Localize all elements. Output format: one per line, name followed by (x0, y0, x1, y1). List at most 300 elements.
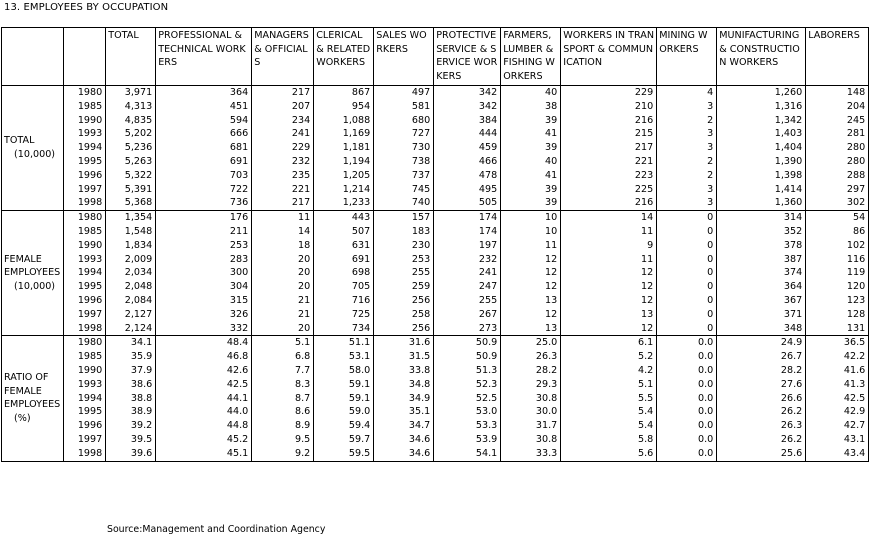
table-row (2, 419, 869, 433)
value-cell: 123 (806, 294, 869, 308)
value-cell: 241 (252, 127, 314, 141)
value-cell: 459 (434, 141, 501, 155)
page-title: 13. EMPLOYEES BY OCCUPATION (4, 2, 169, 13)
value-cell: 54 (806, 211, 869, 225)
value-cell: 21 (252, 308, 314, 322)
value-cell: 0 (657, 225, 717, 239)
value-cell: 581 (374, 100, 434, 114)
value-cell: 297 (806, 183, 869, 197)
value-cell: 59.5 (314, 447, 374, 461)
value-cell: 0 (657, 294, 717, 308)
table-row (2, 392, 869, 406)
column-header: PROFESSIONAL & TECHNICAL WORKERS (156, 28, 252, 86)
value-cell: 253 (156, 239, 252, 253)
value-cell: 229 (252, 141, 314, 155)
value-cell: 364 (717, 280, 806, 294)
value-cell: 691 (156, 155, 252, 169)
value-cell: 9 (561, 239, 657, 253)
value-cell: 3 (657, 196, 717, 210)
value-cell: 281 (806, 127, 869, 141)
value-cell: 1,181 (314, 141, 374, 155)
value-cell: 40 (501, 86, 561, 100)
year-cell: 1990 (64, 364, 106, 378)
year-cell: 1995 (64, 405, 106, 419)
value-cell: 11 (561, 225, 657, 239)
value-cell: 3 (657, 183, 717, 197)
value-cell: 30.8 (501, 433, 561, 447)
value-cell: 11 (561, 253, 657, 267)
value-cell: 119 (806, 266, 869, 280)
table-row (2, 294, 869, 308)
value-cell: 216 (561, 196, 657, 210)
value-cell: 4.2 (561, 364, 657, 378)
value-cell: 727 (374, 127, 434, 141)
value-cell: 221 (252, 183, 314, 197)
value-cell: 215 (561, 127, 657, 141)
value-cell: 5,368 (106, 196, 156, 210)
value-cell: 12 (561, 294, 657, 308)
source-note: Source:Management and Coordination Agency (107, 524, 326, 535)
value-cell: 232 (252, 155, 314, 169)
value-cell: 207 (252, 100, 314, 114)
value-cell: 5.5 (561, 392, 657, 406)
value-cell: 235 (252, 169, 314, 183)
value-cell: 59.0 (314, 405, 374, 419)
value-cell: 11 (501, 239, 561, 253)
value-cell: 734 (314, 322, 374, 336)
value-cell: 34.6 (374, 447, 434, 461)
value-cell: 1,390 (717, 155, 806, 169)
value-cell: 12 (501, 308, 561, 322)
table-row (2, 405, 869, 419)
value-cell: 28.2 (501, 364, 561, 378)
value-cell: 241 (434, 266, 501, 280)
group-label-line: RATIO OF (4, 372, 49, 384)
value-cell: 716 (314, 294, 374, 308)
value-cell: 216 (561, 114, 657, 128)
column-header: MANAGERS & OFFICIALS (252, 28, 314, 86)
table-row (2, 378, 869, 392)
column-header: WORKERS IN TRANSPORT & COMMUNICATION (561, 28, 657, 86)
group-label (2, 211, 64, 336)
value-cell: 42.6 (156, 364, 252, 378)
value-cell: 0.0 (657, 350, 717, 364)
value-cell: 53.9 (434, 433, 501, 447)
value-cell: 0 (657, 322, 717, 336)
value-cell: 20 (252, 253, 314, 267)
value-cell: 1,205 (314, 169, 374, 183)
table-row (2, 350, 869, 364)
value-cell: 13 (561, 308, 657, 322)
value-cell: 31.5 (374, 350, 434, 364)
value-cell: 41.3 (806, 378, 869, 392)
table-row (2, 447, 869, 461)
value-cell: 46.8 (156, 350, 252, 364)
table-row (2, 183, 869, 197)
value-cell: 2 (657, 155, 717, 169)
value-cell: 38 (501, 100, 561, 114)
value-cell: 59.1 (314, 392, 374, 406)
value-cell: 44.8 (156, 419, 252, 433)
table-row (2, 169, 869, 183)
value-cell: 28.2 (717, 364, 806, 378)
value-cell: 157 (374, 211, 434, 225)
table-row (2, 280, 869, 294)
value-cell: 273 (434, 322, 501, 336)
value-cell: 5.1 (561, 378, 657, 392)
value-cell: 36.5 (806, 336, 869, 350)
value-cell: 495 (434, 183, 501, 197)
value-cell: 9.2 (252, 447, 314, 461)
value-cell: 245 (806, 114, 869, 128)
value-cell: 59.4 (314, 419, 374, 433)
value-cell: 1,088 (314, 114, 374, 128)
value-cell: 34.7 (374, 419, 434, 433)
value-cell: 31.6 (374, 336, 434, 350)
value-cell: 507 (314, 225, 374, 239)
value-cell: 288 (806, 169, 869, 183)
value-cell: 14 (561, 211, 657, 225)
value-cell: 1,194 (314, 155, 374, 169)
value-cell: 6.8 (252, 350, 314, 364)
value-cell: 42.9 (806, 405, 869, 419)
value-cell: 478 (434, 169, 501, 183)
value-cell: 45.1 (156, 447, 252, 461)
table-row (2, 211, 869, 225)
value-cell: 0.0 (657, 378, 717, 392)
table-row (2, 114, 869, 128)
year-cell: 1997 (64, 183, 106, 197)
value-cell: 217 (561, 141, 657, 155)
value-cell: 120 (806, 280, 869, 294)
value-cell: 5.4 (561, 405, 657, 419)
year-cell: 1980 (64, 86, 106, 100)
value-cell: 10 (501, 211, 561, 225)
value-cell: 225 (561, 183, 657, 197)
value-cell: 2 (657, 114, 717, 128)
value-cell: 867 (314, 86, 374, 100)
year-cell: 1980 (64, 211, 106, 225)
header-group-cell (2, 28, 64, 86)
value-cell: 52.3 (434, 378, 501, 392)
value-cell: 44.0 (156, 405, 252, 419)
value-cell: 3 (657, 127, 717, 141)
value-cell: 722 (156, 183, 252, 197)
value-cell: 232 (434, 253, 501, 267)
year-cell: 1990 (64, 114, 106, 128)
value-cell: 37.9 (106, 364, 156, 378)
table-row (2, 100, 869, 114)
value-cell: 1,354 (106, 211, 156, 225)
value-cell: 740 (374, 196, 434, 210)
value-cell: 367 (717, 294, 806, 308)
value-cell: 128 (806, 308, 869, 322)
value-cell: 33.8 (374, 364, 434, 378)
column-header: TOTAL (106, 28, 156, 86)
value-cell: 0 (657, 280, 717, 294)
value-cell: 283 (156, 253, 252, 267)
value-cell: 35.1 (374, 405, 434, 419)
table-row (2, 266, 869, 280)
value-cell: 13 (501, 322, 561, 336)
value-cell: 39.5 (106, 433, 156, 447)
value-cell: 247 (434, 280, 501, 294)
value-cell: 12 (501, 280, 561, 294)
value-cell: 1,403 (717, 127, 806, 141)
year-cell: 1990 (64, 239, 106, 253)
value-cell: 12 (561, 266, 657, 280)
value-cell: 2,127 (106, 308, 156, 322)
year-cell: 1997 (64, 308, 106, 322)
value-cell: 304 (156, 280, 252, 294)
value-cell: 116 (806, 253, 869, 267)
group-label (2, 336, 64, 461)
group-label-line: (%) (14, 413, 31, 425)
value-cell: 39.6 (106, 447, 156, 461)
value-cell: 25.6 (717, 447, 806, 461)
value-cell: 332 (156, 322, 252, 336)
value-cell: 5,236 (106, 141, 156, 155)
table-row (2, 433, 869, 447)
value-cell: 39 (501, 183, 561, 197)
value-cell: 1,316 (717, 100, 806, 114)
year-cell: 1985 (64, 100, 106, 114)
value-cell: 102 (806, 239, 869, 253)
value-cell: 2,124 (106, 322, 156, 336)
value-cell: 374 (717, 266, 806, 280)
table-row (2, 155, 869, 169)
value-cell: 1,260 (717, 86, 806, 100)
column-header: LABORERS (806, 28, 869, 86)
value-cell: 53.1 (314, 350, 374, 364)
value-cell: 954 (314, 100, 374, 114)
value-cell: 51.1 (314, 336, 374, 350)
value-cell: 0 (657, 308, 717, 322)
value-cell: 725 (314, 308, 374, 322)
value-cell: 234 (252, 114, 314, 128)
value-cell: 52.5 (434, 392, 501, 406)
value-cell: 10 (501, 225, 561, 239)
value-cell: 703 (156, 169, 252, 183)
year-cell: 1993 (64, 127, 106, 141)
value-cell: 0.0 (657, 364, 717, 378)
value-cell: 12 (561, 280, 657, 294)
value-cell: 1,169 (314, 127, 374, 141)
value-cell: 34.1 (106, 336, 156, 350)
column-header: PROTECTIVE SERVICE & SERVICE WORKERS (434, 28, 501, 86)
value-cell: 302 (806, 196, 869, 210)
value-cell: 42.5 (156, 378, 252, 392)
value-cell: 26.3 (501, 350, 561, 364)
value-cell: 258 (374, 308, 434, 322)
group-label-line: (10,000) (14, 281, 56, 293)
value-cell: 0 (657, 266, 717, 280)
value-cell: 174 (434, 225, 501, 239)
year-cell: 1994 (64, 266, 106, 280)
group-label-line: (10,000) (14, 149, 56, 161)
value-cell: 41.6 (806, 364, 869, 378)
value-cell: 255 (374, 266, 434, 280)
table-row (2, 239, 869, 253)
value-cell: 8.3 (252, 378, 314, 392)
year-cell: 1994 (64, 141, 106, 155)
value-cell: 31.7 (501, 419, 561, 433)
value-cell: 666 (156, 127, 252, 141)
value-cell: 41 (501, 169, 561, 183)
value-cell: 39 (501, 114, 561, 128)
year-cell: 1995 (64, 155, 106, 169)
value-cell: 0.0 (657, 419, 717, 433)
value-cell: 738 (374, 155, 434, 169)
value-cell: 41 (501, 127, 561, 141)
group-label-line: FEMALE (4, 385, 42, 397)
value-cell: 378 (717, 239, 806, 253)
value-cell: 223 (561, 169, 657, 183)
column-header: MINING WORKERS (657, 28, 717, 86)
value-cell: 221 (561, 155, 657, 169)
value-cell: 326 (156, 308, 252, 322)
value-cell: 5.2 (561, 350, 657, 364)
value-cell: 53.0 (434, 405, 501, 419)
header-year-cell (64, 28, 106, 86)
value-cell: 0.0 (657, 392, 717, 406)
group-label-line: EMPLOYEES (4, 267, 61, 279)
value-cell: 211 (156, 225, 252, 239)
value-cell: 1,214 (314, 183, 374, 197)
year-cell: 1996 (64, 294, 106, 308)
value-cell: 7.7 (252, 364, 314, 378)
value-cell: 497 (374, 86, 434, 100)
value-cell: 705 (314, 280, 374, 294)
value-cell: 59.7 (314, 433, 374, 447)
value-cell: 3 (657, 100, 717, 114)
value-cell: 12 (501, 266, 561, 280)
year-cell: 1994 (64, 392, 106, 406)
value-cell: 2 (657, 169, 717, 183)
value-cell: 1,414 (717, 183, 806, 197)
header-row (2, 28, 869, 86)
value-cell: 33.3 (501, 447, 561, 461)
table-row (2, 322, 869, 336)
table-row (2, 253, 869, 267)
year-cell: 1998 (64, 322, 106, 336)
value-cell: 20 (252, 266, 314, 280)
value-cell: 1,834 (106, 239, 156, 253)
value-cell: 26.7 (717, 350, 806, 364)
value-cell: 0 (657, 253, 717, 267)
value-cell: 26.2 (717, 405, 806, 419)
value-cell: 26.6 (717, 392, 806, 406)
value-cell: 217 (252, 86, 314, 100)
value-cell: 0 (657, 211, 717, 225)
year-cell: 1996 (64, 169, 106, 183)
value-cell: 352 (717, 225, 806, 239)
value-cell: 3,971 (106, 86, 156, 100)
value-cell: 45.2 (156, 433, 252, 447)
value-cell: 8.6 (252, 405, 314, 419)
value-cell: 86 (806, 225, 869, 239)
value-cell: 5,322 (106, 169, 156, 183)
value-cell: 48.4 (156, 336, 252, 350)
value-cell: 0 (657, 239, 717, 253)
value-cell: 18 (252, 239, 314, 253)
value-cell: 42.7 (806, 419, 869, 433)
year-cell: 1996 (64, 419, 106, 433)
value-cell: 176 (156, 211, 252, 225)
value-cell: 30.8 (501, 392, 561, 406)
value-cell: 39 (501, 141, 561, 155)
value-cell: 681 (156, 141, 252, 155)
value-cell: 229 (561, 86, 657, 100)
value-cell: 691 (314, 253, 374, 267)
value-cell: 0.0 (657, 405, 717, 419)
value-cell: 34.9 (374, 392, 434, 406)
value-cell: 13 (501, 294, 561, 308)
value-cell: 1,342 (717, 114, 806, 128)
value-cell: 1,548 (106, 225, 156, 239)
value-cell: 443 (314, 211, 374, 225)
value-cell: 38.6 (106, 378, 156, 392)
value-cell: 3 (657, 141, 717, 155)
table-row (2, 141, 869, 155)
value-cell: 14 (252, 225, 314, 239)
value-cell: 9.5 (252, 433, 314, 447)
value-cell: 5,263 (106, 155, 156, 169)
value-cell: 444 (434, 127, 501, 141)
value-cell: 42.2 (806, 350, 869, 364)
value-cell: 20 (252, 322, 314, 336)
value-cell: 43.1 (806, 433, 869, 447)
value-cell: 148 (806, 86, 869, 100)
table-row (2, 196, 869, 210)
value-cell: 24.9 (717, 336, 806, 350)
value-cell: 174 (434, 211, 501, 225)
group-label (2, 86, 64, 211)
value-cell: 54.1 (434, 447, 501, 461)
value-cell: 6.1 (561, 336, 657, 350)
year-cell: 1997 (64, 433, 106, 447)
value-cell: 217 (252, 196, 314, 210)
value-cell: 1,398 (717, 169, 806, 183)
value-cell: 255 (434, 294, 501, 308)
value-cell: 58.0 (314, 364, 374, 378)
group-label-line: TOTAL (4, 135, 35, 147)
value-cell: 51.3 (434, 364, 501, 378)
value-cell: 53.3 (434, 419, 501, 433)
value-cell: 594 (156, 114, 252, 128)
value-cell: 131 (806, 322, 869, 336)
value-cell: 197 (434, 239, 501, 253)
value-cell: 204 (806, 100, 869, 114)
column-header: MUNIFACTURING & CONSTRUCTION WORKERS (717, 28, 806, 86)
value-cell: 43.4 (806, 447, 869, 461)
table-row (2, 308, 869, 322)
value-cell: 698 (314, 266, 374, 280)
value-cell: 4 (657, 86, 717, 100)
group-label-line: FEMALE (4, 253, 42, 265)
value-cell: 253 (374, 253, 434, 267)
value-cell: 38.8 (106, 392, 156, 406)
value-cell: 2,034 (106, 266, 156, 280)
value-cell: 342 (434, 100, 501, 114)
year-cell: 1980 (64, 336, 106, 350)
value-cell: 8.7 (252, 392, 314, 406)
value-cell: 256 (374, 322, 434, 336)
value-cell: 631 (314, 239, 374, 253)
value-cell: 280 (806, 155, 869, 169)
value-cell: 38.9 (106, 405, 156, 419)
year-cell: 1993 (64, 378, 106, 392)
